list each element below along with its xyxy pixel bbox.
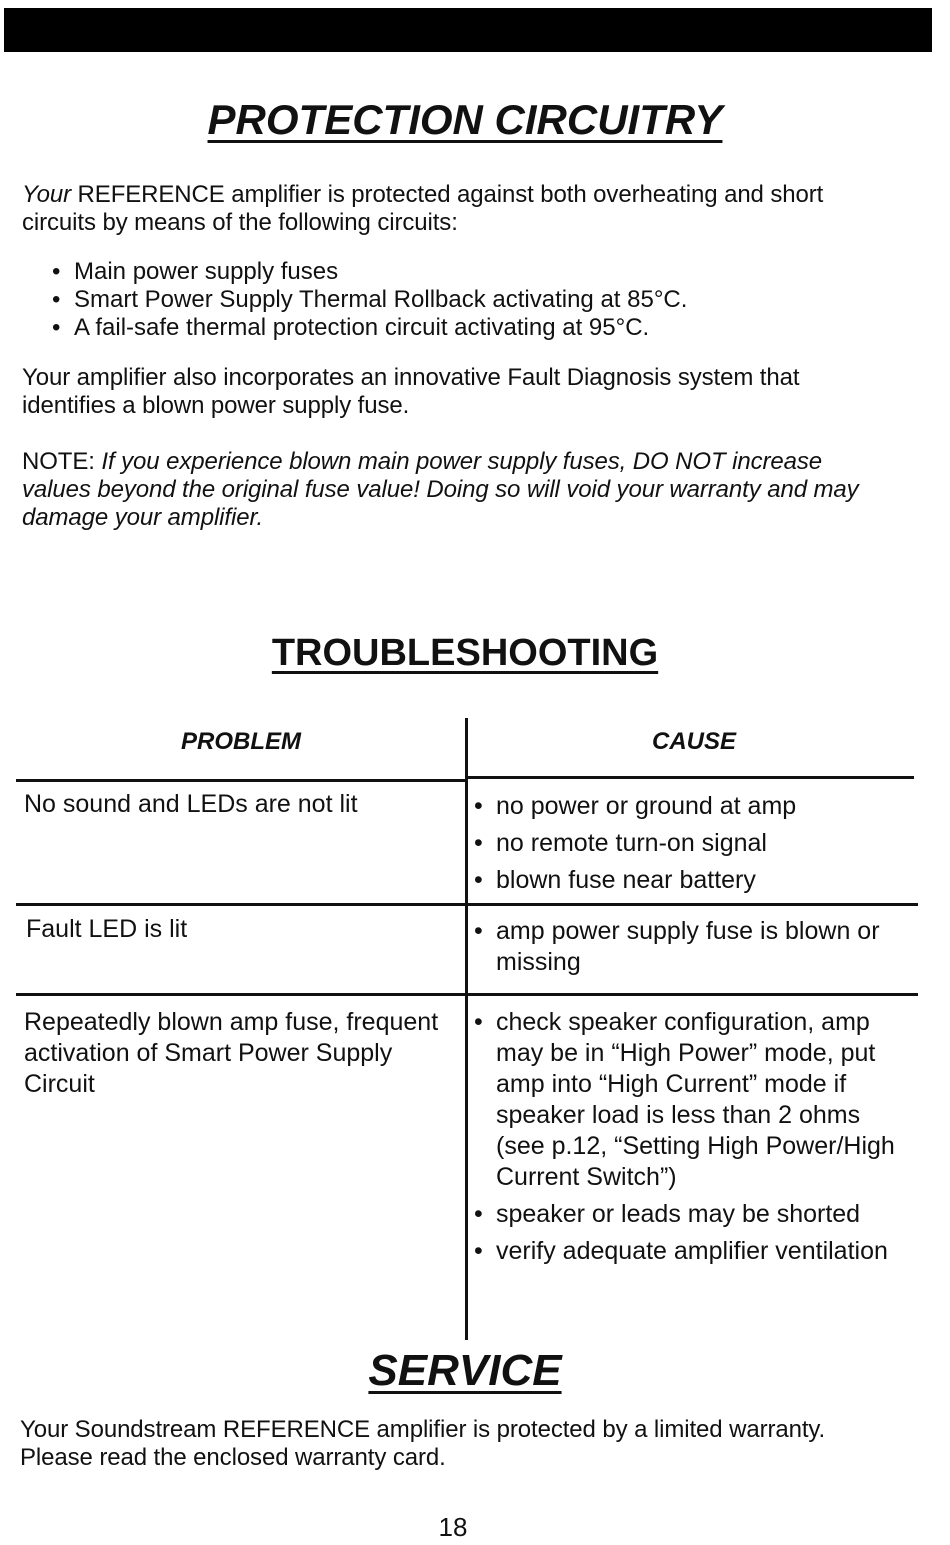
troubleshooting-title: TROUBLESHOOTING	[271, 632, 659, 674]
service-title: SERVICE	[368, 1346, 562, 1395]
protection-intro	[22, 181, 882, 237]
cause-item: • no remote turn-on signal	[474, 828, 904, 859]
protection-bullet-list	[52, 258, 872, 342]
page-number: 18	[438, 1512, 468, 1542]
cause-item: • blown fuse near battery	[474, 865, 904, 896]
problem-cell: Repeatedly blown amp fuse, frequent activation of Smart Power Supply Circuit	[24, 1008, 439, 1098]
protection-bullet: • A fail-safe thermal protection circuit activating at 95°C.	[52, 314, 872, 342]
cause-item: • no power or ground at amp	[474, 791, 904, 822]
protection-note	[22, 448, 892, 532]
problem-cell: No sound and LEDs are not lit	[24, 790, 358, 818]
row-divider	[466, 776, 914, 779]
top-bar	[4, 8, 932, 52]
protection-bullet: • Smart Power Supply Thermal Rollback activating at 85°C.	[52, 286, 872, 314]
service-text: Your Soundstream REFERENCE amplifier is protected by a limited warranty. Please read the enclosed warranty card.	[20, 1416, 826, 1471]
cause-item: • check speaker configuration, amp may be in “High Power” mode, put amp into “High Current” mode if speaker load is less than 2 ohms (see p.12, “Setting High Power/High Current Switch”)	[474, 1007, 908, 1193]
protection-bullet: • Main power supply fuses	[52, 258, 872, 286]
cause-list	[474, 791, 904, 902]
intro-rest: REFERENCE amplifier is protected against both overheating and short circuits by means of the following circuits:	[22, 181, 824, 236]
column-divider	[465, 718, 468, 1340]
intro-lead: Your	[22, 181, 71, 208]
cause-item: • amp power supply fuse is blown or missing	[474, 916, 894, 978]
protection-title: PROTECTION CIRCUITRY	[207, 96, 723, 143]
cause-list	[474, 916, 894, 984]
row-divider	[16, 779, 468, 782]
note-text: If you experience blown main power supply fuses, DO NOT increase values beyond the original fuse value! Doing so will void your warranty and may damage your amplifier.	[22, 448, 859, 531]
cause-column-header: CAUSE	[651, 728, 736, 755]
note-label: NOTE:	[22, 448, 95, 475]
row-divider	[16, 903, 918, 906]
cause-item: • speaker or leads may be shorted	[474, 1199, 908, 1230]
cause-item: • verify adequate amplifier ventilation	[474, 1236, 908, 1267]
problem-cell: Fault LED is lit	[26, 915, 188, 943]
cause-list	[474, 1007, 908, 1273]
row-divider	[16, 993, 918, 996]
problem-column-header: PROBLEM	[181, 728, 301, 755]
fault-diagnosis-text: Your amplifier also incorporates an innovative Fault Diagnosis system that identifies a blown power supply fuse.	[22, 364, 800, 419]
